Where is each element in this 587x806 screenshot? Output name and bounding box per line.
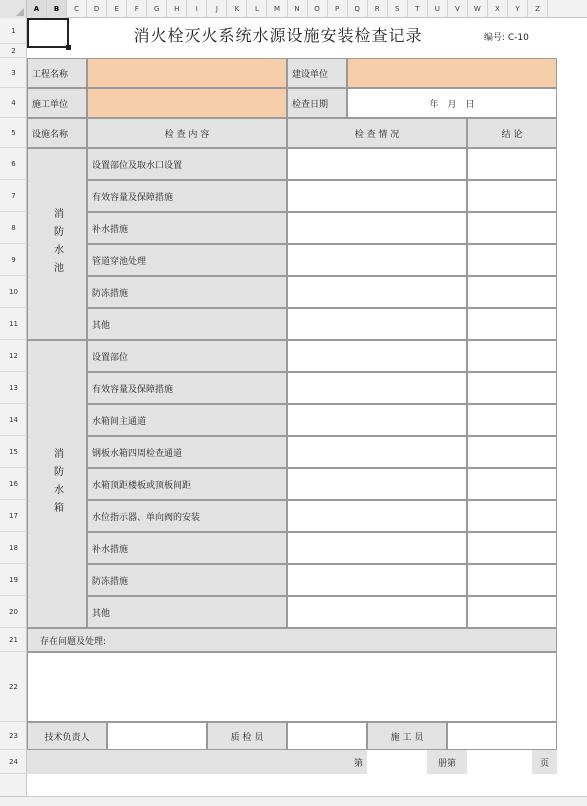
pool-conclusion-input[interactable] [467, 180, 557, 212]
column-header-z[interactable]: Z [528, 0, 548, 18]
tank-item-label: 水位指示器、单向阀的安装 [87, 500, 287, 532]
pool-situation-input[interactable] [287, 308, 467, 340]
select-all-corner[interactable] [0, 0, 27, 18]
column-header-o[interactable]: O [308, 0, 328, 18]
column-header-w[interactable]: W [468, 0, 488, 18]
column-header-k[interactable]: K [227, 0, 247, 18]
content-header: 检 查 内 容 [87, 118, 287, 148]
pool-item-label: 设置部位及取水口设置 [87, 148, 287, 180]
tank-situation-input[interactable] [287, 436, 467, 468]
column-header-q[interactable]: Q [348, 0, 368, 18]
pool-item-label: 管道穿池处理 [87, 244, 287, 276]
row-header-6[interactable]: 6 [0, 148, 27, 180]
pool-situation-input[interactable] [287, 244, 467, 276]
tank-conclusion-input[interactable] [467, 500, 557, 532]
row-header-8[interactable]: 8 [0, 212, 27, 244]
tank-situation-input[interactable] [287, 340, 467, 372]
form-title: 消火栓灭火系统水源设施安装检查记录 [133, 25, 423, 45]
column-header-d[interactable]: D [87, 0, 107, 18]
row-header-4[interactable]: 4 [0, 88, 27, 118]
row-header-19[interactable]: 19 [0, 564, 27, 596]
column-header-a[interactable]: A [27, 0, 47, 18]
contractor-label: 施工单位 [27, 88, 87, 118]
column-header-bar [0, 0, 587, 18]
pool-conclusion-input[interactable] [467, 212, 557, 244]
tank-item-label: 防冻措施 [87, 564, 287, 596]
tank-situation-input[interactable] [287, 468, 467, 500]
volume-suffix: 册第 [427, 750, 467, 774]
pool-situation-input[interactable] [287, 276, 467, 308]
column-header-i[interactable]: I [187, 0, 207, 18]
pool-item-label: 防冻措施 [87, 276, 287, 308]
situation-header: 检 查 情 况 [287, 118, 467, 148]
pool-item-label: 其他 [87, 308, 287, 340]
pool-conclusion-input[interactable] [467, 148, 557, 180]
project-name-label: 工程名称 [27, 58, 87, 88]
facility-header: 设施名称 [27, 118, 87, 148]
row-header-24[interactable]: 24 [0, 750, 27, 774]
column-header-v[interactable]: V [448, 0, 468, 18]
column-header-c[interactable]: C [67, 0, 87, 18]
column-header-j[interactable]: J [207, 0, 227, 18]
tank-situation-input[interactable] [287, 564, 467, 596]
column-header-s[interactable]: S [388, 0, 408, 18]
tank-situation-input[interactable] [287, 372, 467, 404]
tank-item-label: 钢板水箱四周检查通道 [87, 436, 287, 468]
column-header-p[interactable]: P [328, 0, 348, 18]
pool-conclusion-input[interactable] [467, 244, 557, 276]
tank-item-label: 其他 [87, 596, 287, 628]
pool-item-label: 补水措施 [87, 212, 287, 244]
row-header-2[interactable]: 2 [0, 44, 27, 58]
row-header-10[interactable]: 10 [0, 276, 27, 308]
pool-situation-input[interactable] [287, 180, 467, 212]
project-name-input[interactable] [87, 58, 287, 88]
column-header-e[interactable]: E [107, 0, 127, 18]
row-header-17[interactable]: 17 [0, 500, 27, 532]
row-header-7[interactable]: 7 [0, 180, 27, 212]
owner-input[interactable] [347, 58, 557, 88]
pool-item-label: 有效容量及保障措施 [87, 180, 287, 212]
column-header-r[interactable]: R [368, 0, 388, 18]
tank-item-label: 水箱间主通道 [87, 404, 287, 436]
tank-conclusion-input[interactable] [467, 596, 557, 628]
worker-label: 施 工 员 [367, 722, 447, 750]
column-header-m[interactable]: M [267, 0, 287, 18]
tech-lead-label: 技术负责人 [27, 722, 107, 750]
row-header-15[interactable]: 15 [0, 436, 27, 468]
row-header-22[interactable]: 22 [0, 652, 27, 722]
row-header-16[interactable]: 16 [0, 468, 27, 500]
tank-situation-input[interactable] [287, 404, 467, 436]
tank-conclusion-input[interactable] [467, 532, 557, 564]
tank-item-label: 有效容量及保障措施 [87, 372, 287, 404]
column-header-u[interactable]: U [428, 0, 448, 18]
inspection-date-label: 检查日期 [287, 88, 347, 118]
tank-conclusion-input[interactable] [467, 404, 557, 436]
row-header-bar [0, 18, 27, 806]
owner-label: 建设单位 [287, 58, 347, 88]
row-header-1[interactable]: 1 [0, 18, 27, 44]
row-header-12[interactable]: 12 [0, 340, 27, 372]
tank-item-label: 水箱顶距楼板或顶板间距 [87, 468, 287, 500]
pool-group-label: 消防水池 [27, 148, 87, 340]
row-header-3[interactable]: 3 [0, 58, 27, 88]
pool-situation-input[interactable] [287, 148, 467, 180]
column-header-h[interactable]: H [167, 0, 187, 18]
row-header-23[interactable]: 23 [0, 722, 27, 750]
row-header-21[interactable]: 21 [0, 628, 27, 652]
tank-group-label: 消防水箱 [27, 340, 87, 628]
tank-conclusion-input[interactable] [467, 564, 557, 596]
tech-lead-input[interactable] [107, 722, 207, 750]
issues-label: 存在问题及处理: [27, 628, 557, 652]
row-header-20[interactable]: 20 [0, 596, 27, 628]
column-header-n[interactable]: N [288, 0, 308, 18]
row-header-5[interactable]: 5 [0, 118, 27, 148]
volume-number-input[interactable] [367, 750, 427, 774]
issues-textarea[interactable] [27, 652, 557, 722]
column-header-y[interactable]: Y [508, 0, 528, 18]
sheet-tab-bar[interactable] [0, 796, 587, 806]
column-header-t[interactable]: T [408, 0, 428, 18]
tank-item-label: 设置部位 [87, 340, 287, 372]
qc-label: 质 检 员 [207, 722, 287, 750]
tank-conclusion-input[interactable] [467, 372, 557, 404]
row-header-18[interactable]: 18 [0, 532, 27, 564]
row-header-9[interactable]: 9 [0, 244, 27, 276]
tank-conclusion-input[interactable] [467, 468, 557, 500]
tank-conclusion-input[interactable] [467, 340, 557, 372]
document-number: 编号: C-10 [484, 33, 529, 43]
pool-conclusion-input[interactable] [467, 276, 557, 308]
worker-input[interactable] [447, 722, 557, 750]
tank-situation-input[interactable] [287, 500, 467, 532]
column-header-l[interactable]: L [247, 0, 267, 18]
pool-conclusion-input[interactable] [467, 308, 557, 340]
column-header-b[interactable]: B [47, 0, 67, 18]
page-number-input[interactable] [467, 750, 532, 774]
column-header-x[interactable]: X [488, 0, 508, 18]
row-header-13[interactable]: 13 [0, 372, 27, 404]
pool-situation-input[interactable] [287, 212, 467, 244]
conclusion-header: 结 论 [467, 118, 557, 148]
row-header-11[interactable]: 11 [0, 308, 27, 340]
volume-prefix: 第 [27, 750, 367, 774]
column-header-f[interactable]: F [127, 0, 147, 18]
selected-cell[interactable] [27, 18, 69, 48]
tank-conclusion-input[interactable] [467, 436, 557, 468]
tank-situation-input[interactable] [287, 596, 467, 628]
qc-input[interactable] [287, 722, 367, 750]
tank-situation-input[interactable] [287, 532, 467, 564]
tank-item-label: 补水措施 [87, 532, 287, 564]
page-suffix: 页 [532, 750, 557, 774]
inspection-date-input[interactable]: 年 月 日 [347, 88, 557, 118]
row-header-14[interactable]: 14 [0, 404, 27, 436]
contractor-input[interactable] [87, 88, 287, 118]
column-header-g[interactable]: G [147, 0, 167, 18]
